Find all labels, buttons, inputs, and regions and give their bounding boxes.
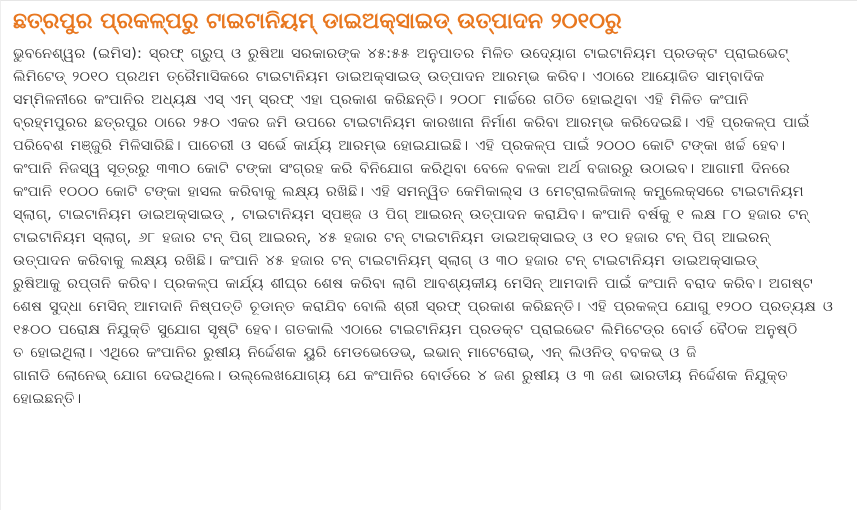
- article-line: କଂପାନି ୧୦୦୦ କୋଟି ଟଙ୍କା ହାସଲ କରିବାକୁ ଲକ୍ଷ୍ୟ ରଖିଛି। ଏହି ସମନ୍ୱିତ କେମିକାଲ୍ସ ଓ ମେଟ୍ରାଲଜିକାଲ୍ କମ୍ପ୍ଲେକ୍ସରେ ଟାଇଟାନିୟମ: [13, 184, 804, 200]
- article-line: ହୋଇଛନ୍ତି।: [13, 391, 82, 407]
- article-title: ଛତ୍ରପୁର ପ୍ରକଳ୍ପରୁ ଟାଇଟାନିୟମ୍ ଡାଇଅକ୍ସାଇଡ୍ ଉତ୍ପାଦନ ୨୦୧୦ରୁ: [13, 9, 622, 34]
- article-body: [13, 43, 846, 411]
- article-line: ରୁଷିଆକୁ ରପ୍ତାନି କରିବ। ପ୍ରକଳ୍ପ କାର୍ଯ୍ୟ ଶୀଘ୍ର ଶେଷ କରିବା ଲାଗି ଆବଶ୍ୟକୀୟ ମେସିନ୍ ଆମଦାନି ପାଇଁ କଂପାନି ବରାଦ କରିବ। ଅଗଷ୍ଟ: [13, 276, 813, 292]
- article-line: ଗାନାଡି ଲୋନେଭ୍ ଯୋଗ ଦେଇଥିଲେ। ଉଲ୍ଲେଖଯୋଗ୍ୟ ଯେ କଂପାନିର ବୋର୍ଡରେ ୪ ଜଣ ରୁଷୀୟ ଓ ୩ ଜଣ ଭାରତୀୟ ନିର୍ଦ୍ଦେଶକ ନିଯୁକ୍ତ: [13, 368, 788, 384]
- article-line: ତ ହୋଇଥିଲା। ଏଥିରେ କଂପାନିର ରୁଷୀୟ ନିର୍ଦ୍ଦେଶକ ୟୁରି ମେଡଭେଡେଭ୍, ଇଭାନ୍ ମାଟେରୋଭ୍, ଏନ୍ ଲିଓନିଡ୍ ବବକଭ୍ ଓ ଜି: [13, 345, 697, 361]
- article-line: ଭୁବନେଶ୍ୱର (ଇମିସ): ସ୍ରଫ୍ ଗ୍ରୁପ୍ ଓ ରୁଷିଆ ସରକାରଙ୍କ ୪୫:୫୫ ଅନୁପାତର ମିଳିତ ଉଦ୍ୟୋଗ ଟାଇଟାନିୟମ ପ୍ରଡକ୍ଟ ପ୍ରାଇଭେଟ୍: [13, 46, 789, 62]
- article-line: ଉତ୍ପାଦନ କରିବାକୁ ଲକ୍ଷ୍ୟ ରଖିଛି। କଂପାନି ୪୫ ହଜାର ଟନ୍ ଟାଇଟାନିୟମ୍ ସ୍ଲାଗ୍ ଓ ୩୦ ହଜାର ଟନ୍ ଟାଇଟାନିୟମ ଡାଇଅକ୍ସାଇଡ୍: [13, 253, 758, 269]
- article-line: କଂପାନି ନିଜସ୍ୱ ସୂତ୍ରରୁ ୩୩୦ କୋଟି ଟଙ୍କା ସଂଗ୍ରହ କରି ବିନିଯୋଗ କରିଥିବା ବେଳେ ବଳକା ଅର୍ଥ ବଜାରରୁ ଉଠାଇବ। ଆଗାମୀ ଦିନରେ: [13, 161, 790, 177]
- article-line: ଲିମିଟେଡ୍ ୨୦୧୦ ପ୍ରଥମ ତ୍ରୈମାସିକରେ ଟାଇଟାନିୟମ ଡାଇଅକ୍ସାଇଡ୍ ଉତ୍ପାଦନ ଆରମ୍ଭ କରିବ। ଏଠାରେ ଆୟୋଜିତ ସାମ୍ବାଦିକ: [13, 69, 765, 85]
- article-line: ବ୍ରହ୍ମପୁରର ଛତ୍ରପୁର ଠାରେ ୨୫୦ ଏକର ଜମି ଉପରେ ଟାଇଟାନିୟମ କାରଖାନା ନିର୍ମାଣ କରିବା ଆରମ୍ଭ କରିଦେଇଛି। ଏହି ପ୍ରକଳ୍ପ ପାଇଁ: [13, 115, 810, 131]
- article-line: ଶେଷ ସୁଦ୍ଧା ମେସିନ୍ ଆମଦାନି ନିଷ୍ପତ୍ତି ଚୂଡାନ୍ତ କରାଯିବ ବୋଲି ଶ୍ରୀ ସ୍ରଫ୍ ପ୍ରକାଶ କରିଛନ୍ତି। ଏହି ପ୍ରକଳ୍ପ ଯୋଗୁ ୧୨୦୦ ପ୍ରତ୍ୟକ୍ଷ ଓ: [13, 299, 834, 315]
- article-line: ଟାଇଟାନିୟମ ସ୍ଲାଗ୍, ୬୮ ହଜାର ଟନ୍ ପିଗ୍ ଆଇରନ୍, ୪୫ ହଜାର ଟନ୍ ଟାଇଟାନିୟମ ଡାଇଅକ୍ସାଇଡ୍ ଓ ୧୦ ହଜାର ଟନ୍ ପିଗ୍ ଆଇରନ୍: [13, 230, 770, 246]
- article-line: ୧୫୦୦ ପରୋକ୍ଷ ନିଯୁକ୍ତି ସୁଯୋଗ ସୃଷ୍ଟି ହେବ। ଗତକାଲି ଏଠାରେ ଟାଇଟାନିୟମ ପ୍ରଡକ୍ଟ ପ୍ରାଇଭେଟ ଲିମିଟେଡ୍‌ର ବୋର୍ଡ ବୈଠକ ଅନୁଷ୍ଠି: [13, 322, 798, 338]
- article-line: ପରିବେଶ ମଞ୍ଜୁରି ମିଳିସାରିଛି। ପାଚେରୀ ଓ ସର୍ଭେ କାର୍ଯ୍ୟ ଆରମ୍ଭ ହୋଇଯାଇଛି। ଏହି ପ୍ରକଳ୍ପ ପାଇଁ ୨୦୦୦ କୋଟି ଟଙ୍କା ଖର୍ଚ୍ଚ ହେବ।: [13, 138, 786, 154]
- article-line: ସମ୍ମିଳନୀରେ କଂପାନିର ଅଧ୍ୟକ୍ଷ ଏସ୍ ଏମ୍ ସ୍ରଫ୍ ଏହା ପ୍ରକାଶ କରିଛନ୍ତି। ୨୦୦୮ ମାର୍ଚ୍ଚରେ ଗଠିତ ହୋଇଥିବା ଏହି ମିଳିତ କଂପାନି: [13, 92, 749, 108]
- article-line: ସ୍ଲାଗ୍, ଟାଇଟାନିୟମ ଡାଇଅକ୍ସାଇଡ୍ , ଟାଇଟାନିୟମ ସ୍ପଞ୍ଜ ଓ ପିଗ୍ ଆଇରନ୍ ଉତ୍ପାଦନ କରାଯିବ। କଂପାନି ବର୍ଷକୁ ୧ ଲକ୍ଷ ୮୦ ହଜାର ଟନ୍: [13, 207, 809, 223]
